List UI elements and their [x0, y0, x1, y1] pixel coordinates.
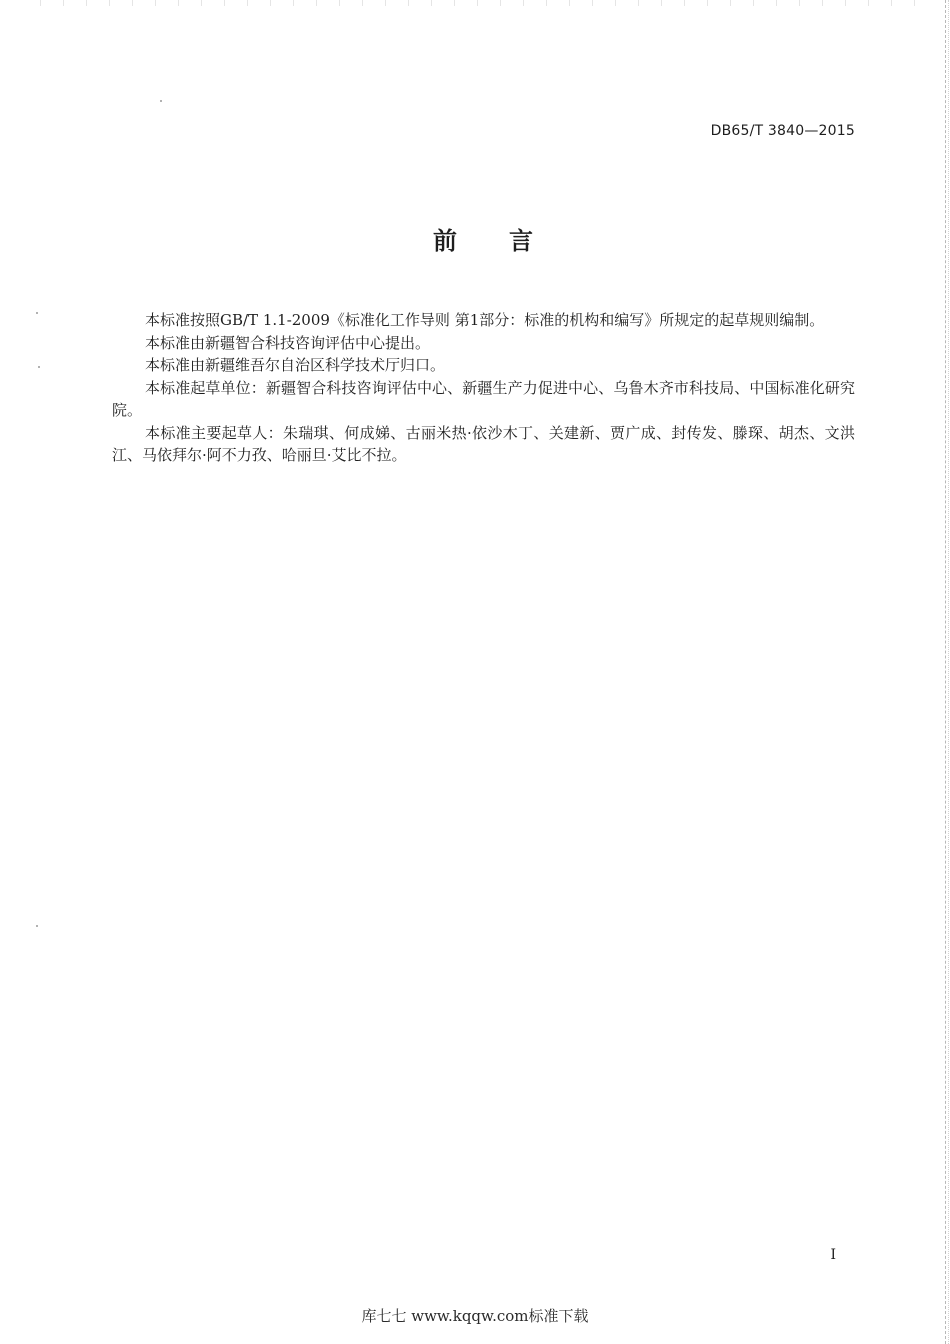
paragraph-drafters: 本标准主要起草人：朱瑞琪、何成娣、古丽米热·依沙木丁、关建新、贾广成、封传发、滕琛、胡杰、文洪江、马依拜尔·阿不力孜、哈丽旦·艾比不拉。	[112, 423, 855, 464]
title-char-1: 前	[433, 227, 457, 255]
scan-speck	[36, 312, 38, 314]
scan-speck	[38, 366, 40, 368]
page-title	[0, 221, 950, 256]
foreword-body	[112, 309, 855, 467]
scan-speck	[36, 925, 38, 927]
paragraph-drafting-rules: 本标准按照GB/T 1.1-2009《标准化工作导则 第1部分：标准的机构和编写》所规定的起草规则编制。	[145, 311, 825, 329]
binding-line-inner	[948, 0, 949, 1344]
page-number: I	[830, 1247, 836, 1263]
paragraph-proposer: 本标准由新疆智合科技咨询评估中心提出。	[145, 333, 431, 352]
title-char-2: 言	[509, 227, 533, 255]
footer-watermark: 库七七 www.kqqw.com标准下载	[361, 1307, 589, 1325]
binding-line	[945, 0, 946, 1344]
paragraph-administrator: 本标准由新疆维吾尔自治区科学技术厅归口。	[145, 356, 446, 374]
scan-speck	[160, 100, 162, 102]
document-code: DB65/T 3840—2015	[710, 123, 855, 139]
scan-artifact-top	[40, 0, 920, 6]
paragraph-drafting-units: 本标准起草单位：新疆智合科技咨询评估中心、新疆生产力促进中心、乌鲁木齐市科技局、中国标准化研究院。	[112, 378, 855, 419]
